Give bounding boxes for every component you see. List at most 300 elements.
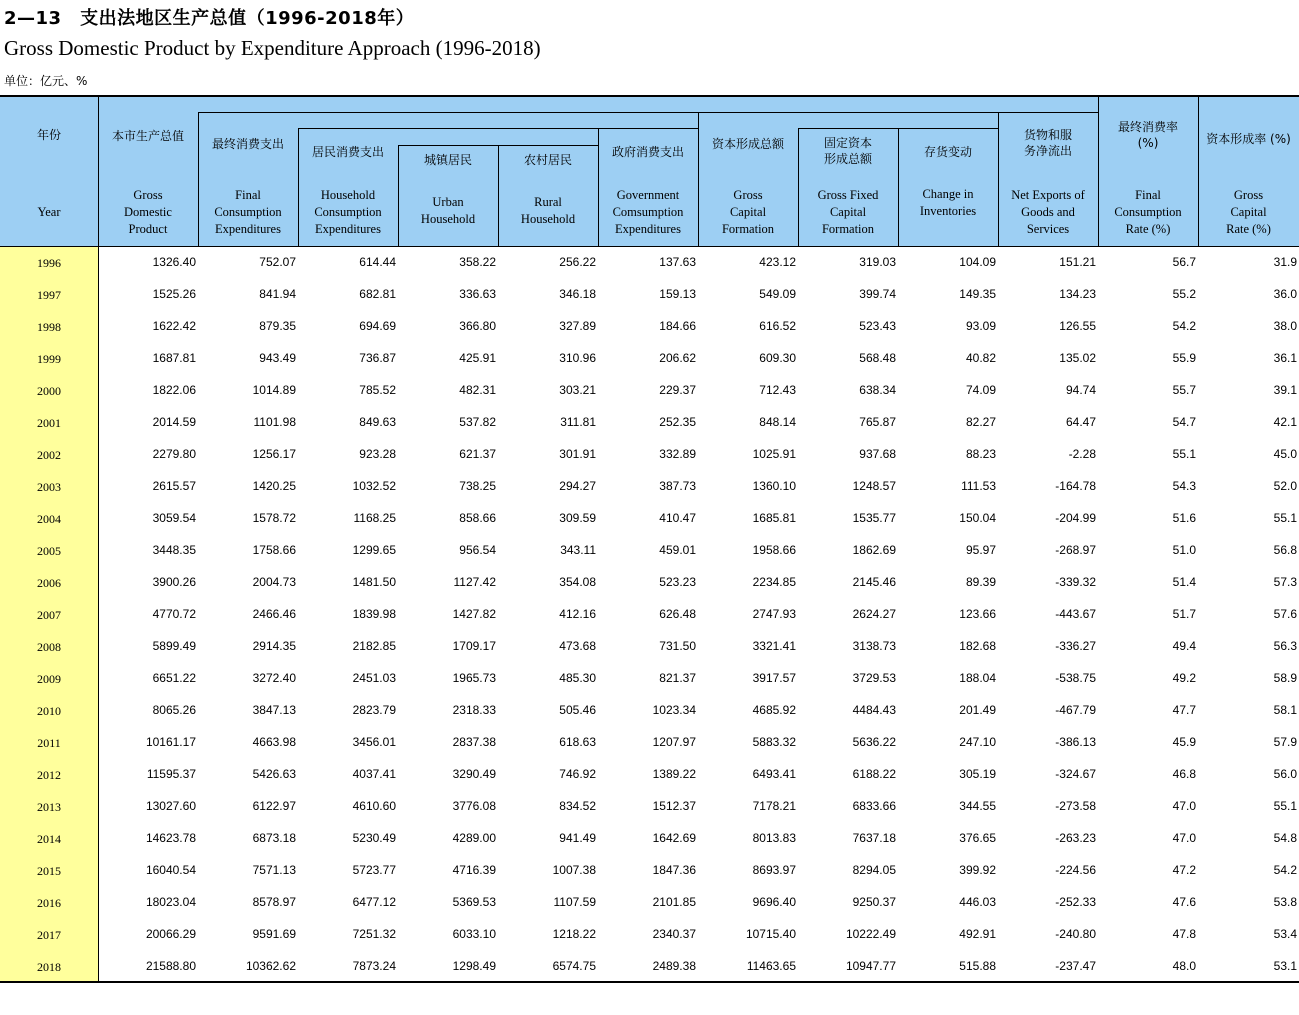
value-cell: 446.03 (959, 895, 996, 909)
value-cell: 7873.24 (352, 959, 396, 973)
value-cell: 712.43 (759, 383, 796, 397)
value-cell: 387.73 (659, 479, 696, 493)
value-cell: 57.9 (1273, 735, 1297, 749)
value-cell: 54.2 (1273, 863, 1297, 877)
value-cell: 343.11 (560, 543, 596, 557)
year-cell: 2002 (37, 448, 61, 462)
value-cell: 45.9 (1172, 735, 1196, 749)
value-cell: 64.47 (1065, 415, 1096, 429)
value-cell: 47.8 (1172, 927, 1196, 941)
value-cell: 3272.40 (252, 671, 296, 685)
value-cell: -2.28 (1068, 447, 1096, 461)
value-cell: 150.04 (959, 511, 996, 525)
value-cell: 937.68 (859, 447, 896, 461)
value-cell: 36.1 (1273, 351, 1297, 365)
value-cell: 1256.17 (252, 447, 296, 461)
value-cell: -386.13 (1055, 735, 1096, 749)
value-cell: 336.63 (459, 287, 496, 301)
value-cell: 55.1 (1172, 447, 1196, 461)
value-cell: 54.2 (1172, 319, 1196, 333)
header-hline (198, 112, 1098, 113)
value-cell: 549.09 (759, 287, 796, 301)
value-cell: 1014.89 (252, 383, 296, 397)
value-cell: 3776.08 (452, 799, 496, 813)
value-cell: 47.6 (1172, 895, 1196, 909)
value-cell: 6188.22 (852, 767, 896, 781)
value-cell: 311.81 (560, 415, 596, 429)
value-cell: 1207.97 (652, 735, 696, 749)
value-cell: 4037.41 (352, 767, 396, 781)
value-cell: 53.8 (1273, 895, 1297, 909)
value-cell: 5723.77 (352, 863, 396, 877)
value-cell: 206.62 (659, 351, 696, 365)
value-cell: 88.23 (965, 447, 996, 461)
value-cell: 399.92 (959, 863, 996, 877)
value-cell: 7251.32 (352, 927, 396, 941)
value-cell: 55.1 (1273, 799, 1297, 813)
value-cell: -538.75 (1055, 671, 1096, 685)
value-cell: 1168.25 (353, 511, 396, 525)
value-cell: 56.8 (1273, 543, 1297, 557)
value-cell: 505.46 (559, 703, 596, 717)
value-cell: 10161.17 (145, 735, 196, 749)
value-cell: 55.7 (1172, 383, 1196, 397)
value-cell: 956.54 (459, 543, 496, 557)
value-cell: 134.23 (1059, 287, 1096, 301)
value-cell: 42.1 (1273, 415, 1297, 429)
value-cell: 327.89 (559, 319, 596, 333)
header-fixed-capital-en: Gross Fixed Capital Formation (817, 187, 879, 236)
value-cell: 201.49 (959, 703, 996, 717)
value-cell: 537.82 (459, 415, 496, 429)
value-cell: 848.14 (759, 415, 796, 429)
header-year-cn: 年份 (36, 128, 61, 142)
value-cell: 2234.85 (752, 575, 796, 589)
value-cell: 3847.13 (252, 703, 296, 717)
header-gdp-en: Gross Domestic Product (124, 187, 172, 236)
value-cell: 4484.43 (852, 703, 896, 717)
value-cell: 14623.78 (145, 831, 196, 845)
value-cell: 2279.80 (152, 447, 196, 461)
value-cell: 1360.10 (752, 479, 796, 493)
value-cell: 10947.77 (845, 959, 896, 973)
value-cell: 2014.59 (152, 415, 196, 429)
year-cell: 2017 (37, 928, 61, 942)
page-title-cn: 2—13 支出法地区生产总值（1996-2018年） (4, 8, 415, 29)
value-cell: 93.09 (965, 319, 996, 333)
value-cell: 1101.98 (253, 415, 296, 429)
table-row (0, 631, 1299, 663)
value-cell: 5230.49 (352, 831, 396, 845)
value-cell: 4610.60 (352, 799, 396, 813)
year-cell: 1998 (37, 320, 61, 334)
value-cell: 736.87 (359, 351, 396, 365)
table-row (0, 247, 1299, 279)
value-cell: 303.21 (559, 383, 596, 397)
header-net-exports-cn: 货物和服务净流出 (1023, 128, 1072, 158)
header-consumption-rate-cn: 最终消费率 (%) (1117, 120, 1178, 150)
value-cell: 1622.42 (152, 319, 196, 333)
year-cell: 2014 (37, 832, 61, 846)
table-row (0, 503, 1299, 535)
value-cell: 1512.37 (652, 799, 696, 813)
value-cell: 8065.26 (152, 703, 196, 717)
value-cell: 4289.00 (452, 831, 496, 845)
value-cell: 5883.32 (752, 735, 796, 749)
value-cell: 4716.39 (452, 863, 496, 877)
year-cell: 2005 (37, 544, 61, 558)
value-cell: 184.66 (659, 319, 696, 333)
table-top-border (0, 95, 1299, 97)
value-cell: 626.48 (659, 607, 696, 621)
value-cell: 151.21 (1059, 255, 1096, 269)
header-government-cn: 政府消费支出 (611, 145, 684, 159)
value-cell: 55.9 (1172, 351, 1196, 365)
value-cell: 13027.60 (145, 799, 196, 813)
value-cell: 188.04 (959, 671, 996, 685)
value-cell: 58.9 (1273, 671, 1297, 685)
value-cell: -164.78 (1055, 479, 1096, 493)
table-row (0, 471, 1299, 503)
value-cell: 94.74 (1065, 383, 1096, 397)
value-cell: 2004.73 (252, 575, 296, 589)
table-header-divider (0, 246, 1299, 247)
value-cell: -204.99 (1055, 511, 1096, 525)
value-cell: 149.35 (959, 287, 996, 301)
value-cell: 1709.17 (452, 639, 496, 653)
value-cell: 354.08 (559, 575, 596, 589)
value-cell: 923.28 (359, 447, 396, 461)
value-cell: 2624.27 (852, 607, 896, 621)
value-cell: -339.32 (1055, 575, 1096, 589)
table-row (0, 887, 1299, 919)
value-cell: 247.10 (959, 735, 996, 749)
header-hline (398, 145, 598, 146)
value-cell: 319.03 (859, 255, 896, 269)
value-cell: 46.8 (1172, 767, 1196, 781)
value-cell: 11463.65 (746, 959, 796, 973)
table-bottom-border (0, 981, 1299, 983)
value-cell: 3456.01 (352, 735, 396, 749)
value-cell: 52.0 (1273, 479, 1297, 493)
year-cell: 2001 (37, 416, 61, 430)
value-cell: 49.2 (1172, 671, 1196, 685)
value-cell: 346.18 (559, 287, 596, 301)
table-row (0, 535, 1299, 567)
header-final-consumption-en: Final Consumption Expenditures (214, 187, 282, 236)
header-gdp-cn: 本市生产总值 (111, 129, 184, 143)
value-cell: 2340.37 (652, 927, 696, 941)
value-cell: 31.9 (1273, 255, 1297, 269)
value-cell: -252.33 (1055, 895, 1096, 909)
value-cell: 8013.83 (752, 831, 796, 845)
header-hline (298, 128, 698, 129)
value-cell: 7571.13 (252, 863, 296, 877)
value-cell: 4770.72 (152, 607, 196, 621)
value-cell: 7637.18 (852, 831, 896, 845)
table-row (0, 759, 1299, 791)
value-cell: 1218.22 (552, 927, 596, 941)
value-cell: 54.3 (1172, 479, 1196, 493)
value-cell: 1685.81 (752, 511, 796, 525)
value-cell: 56.3 (1273, 639, 1297, 653)
value-cell: 45.0 (1273, 447, 1297, 461)
value-cell: 3729.53 (852, 671, 896, 685)
value-cell: 2747.93 (752, 607, 796, 621)
value-cell: 752.07 (259, 255, 296, 269)
value-cell: 858.66 (459, 511, 496, 525)
value-cell: 943.49 (259, 351, 296, 365)
value-cell: 834.52 (559, 799, 596, 813)
table-row (0, 695, 1299, 727)
header-hline (798, 128, 998, 129)
value-cell: 1298.49 (452, 959, 496, 973)
value-cell: 126.55 (1059, 319, 1096, 333)
value-cell: 1389.22 (652, 767, 696, 781)
value-cell: 1481.50 (352, 575, 396, 589)
value-cell: 51.7 (1172, 607, 1196, 621)
value-cell: 2615.57 (152, 479, 196, 493)
value-cell: 731.50 (659, 639, 696, 653)
value-cell: 54.8 (1273, 831, 1297, 845)
value-cell: 252.35 (659, 415, 696, 429)
value-cell: 738.25 (459, 479, 496, 493)
value-cell: 746.92 (559, 767, 596, 781)
value-cell: 1420.25 (252, 479, 296, 493)
value-cell: 6873.18 (252, 831, 296, 845)
value-cell: 48.0 (1172, 959, 1196, 973)
table-row (0, 727, 1299, 759)
value-cell: 485.30 (559, 671, 596, 685)
value-cell: 8294.05 (852, 863, 896, 877)
year-cell: 2006 (37, 576, 61, 590)
header-net-exports-en: Net Exports of Goods and Services (1011, 187, 1085, 236)
value-cell: 523.43 (859, 319, 896, 333)
value-cell: 1642.69 (652, 831, 696, 845)
header-household-en: Household Consumption Expenditures (314, 187, 382, 236)
value-cell: 2837.38 (452, 735, 496, 749)
value-cell: 399.74 (859, 287, 896, 301)
value-cell: 1847.36 (652, 863, 696, 877)
value-cell: 616.52 (759, 319, 796, 333)
value-cell: 482.31 (459, 383, 496, 397)
header-rural-en: Rural Household (520, 195, 576, 226)
value-cell: 1687.81 (152, 351, 196, 365)
value-cell: 1965.73 (452, 671, 496, 685)
value-cell: 56.7 (1172, 255, 1196, 269)
unit-label: 单位：亿元、% (4, 74, 88, 88)
value-cell: 3290.49 (452, 767, 496, 781)
table-row (0, 791, 1299, 823)
value-cell: 18023.04 (145, 895, 196, 909)
value-cell: 1326.40 (152, 255, 196, 269)
value-cell: 492.91 (959, 927, 996, 941)
value-cell: 515.88 (959, 959, 996, 973)
value-cell: 841.94 (259, 287, 296, 301)
value-cell: 9591.69 (252, 927, 296, 941)
year-cell: 2010 (37, 704, 61, 718)
value-cell: 609.30 (759, 351, 796, 365)
value-cell: 1107.59 (553, 895, 596, 909)
value-cell: 51.6 (1172, 511, 1196, 525)
value-cell: 6493.41 (752, 767, 796, 781)
table-row (0, 279, 1299, 311)
value-cell: 1578.72 (252, 511, 296, 525)
value-cell: 1007.38 (552, 863, 596, 877)
value-cell: -336.27 (1055, 639, 1096, 653)
value-cell: 55.1 (1273, 511, 1297, 525)
value-cell: 638.34 (859, 383, 896, 397)
value-cell: 256.22 (559, 255, 596, 269)
value-cell: 5636.22 (852, 735, 896, 749)
value-cell: -240.80 (1055, 927, 1096, 941)
value-cell: 47.7 (1172, 703, 1196, 717)
value-cell: 1023.34 (652, 703, 696, 717)
value-cell: 4663.98 (252, 735, 296, 749)
value-cell: 6574.75 (552, 959, 596, 973)
value-cell: 410.47 (659, 511, 696, 525)
value-cell: 1127.42 (453, 575, 496, 589)
value-cell: 1839.98 (352, 607, 396, 621)
value-cell: 2466.46 (252, 607, 296, 621)
year-cell: 1999 (37, 352, 61, 366)
value-cell: -268.97 (1055, 543, 1096, 557)
value-cell: 1525.26 (152, 287, 196, 301)
header-final-consumption-cn: 最终消费支出 (211, 137, 284, 151)
value-cell: 21588.80 (145, 959, 196, 973)
value-cell: 20066.29 (145, 927, 196, 941)
year-cell: 2007 (37, 608, 61, 622)
table-row (0, 567, 1299, 599)
value-cell: 301.91 (559, 447, 596, 461)
value-cell: 3059.54 (152, 511, 196, 525)
value-cell: 1299.65 (352, 543, 396, 557)
value-cell: 310.96 (559, 351, 596, 365)
value-cell: -237.47 (1055, 959, 1096, 973)
table-row (0, 311, 1299, 343)
year-cell: 2016 (37, 896, 61, 910)
value-cell: -324.67 (1055, 767, 1096, 781)
value-cell: 423.12 (759, 255, 796, 269)
value-cell: 2451.03 (352, 671, 396, 685)
value-cell: 38.0 (1273, 319, 1297, 333)
value-cell: 2318.33 (452, 703, 496, 717)
table-row (0, 439, 1299, 471)
value-cell: 123.66 (959, 607, 996, 621)
value-cell: 1427.82 (452, 607, 496, 621)
value-cell: 137.63 (659, 255, 696, 269)
year-cell: 2015 (37, 864, 61, 878)
value-cell: 1032.52 (352, 479, 396, 493)
value-cell: 182.68 (959, 639, 996, 653)
table-row (0, 663, 1299, 695)
value-cell: -467.79 (1055, 703, 1096, 717)
table-row (0, 951, 1299, 983)
value-cell: 9696.40 (752, 895, 796, 909)
value-cell: -263.23 (1055, 831, 1096, 845)
value-cell: 5426.63 (252, 767, 296, 781)
header-inventories-en: Change in Inventories (919, 187, 977, 218)
header-urban-en: Urban Household (420, 195, 476, 226)
value-cell: 473.68 (559, 639, 596, 653)
value-cell: 3138.73 (852, 639, 896, 653)
value-cell: 95.97 (965, 543, 996, 557)
value-cell: 36.0 (1273, 287, 1297, 301)
value-cell: 104.09 (959, 255, 996, 269)
value-cell: 16040.54 (145, 863, 196, 877)
value-cell: 332.89 (659, 447, 696, 461)
value-cell: 1958.66 (752, 543, 796, 557)
value-cell: 6122.97 (252, 799, 296, 813)
value-cell: 614.44 (359, 255, 396, 269)
header-capital-rate-cn: 资本形成率 (%) (1206, 132, 1291, 146)
value-cell: 618.63 (559, 735, 596, 749)
header-inventories-cn: 存货变动 (923, 145, 972, 159)
year-cell: 2011 (37, 736, 61, 750)
value-cell: 309.59 (559, 511, 596, 525)
value-cell: 53.1 (1273, 959, 1297, 973)
value-cell: 682.81 (359, 287, 396, 301)
table-row (0, 855, 1299, 887)
header-urban-cn: 城镇居民 (423, 153, 472, 167)
value-cell: 1248.57 (852, 479, 896, 493)
value-cell: 159.13 (659, 287, 696, 301)
value-cell: 568.48 (859, 351, 896, 365)
value-cell: 10222.49 (845, 927, 896, 941)
value-cell: 7178.21 (752, 799, 796, 813)
value-cell: 8693.97 (752, 863, 796, 877)
value-cell: 5899.49 (152, 639, 196, 653)
value-cell: 412.16 (559, 607, 596, 621)
value-cell: 2914.35 (252, 639, 296, 653)
table-row (0, 823, 1299, 855)
value-cell: 54.7 (1172, 415, 1196, 429)
header-year-en: Year (37, 204, 61, 219)
value-cell: 135.02 (1059, 351, 1096, 365)
year-cell: 2012 (37, 768, 61, 782)
value-cell: 425.91 (459, 351, 496, 365)
header-household-cn: 居民消费支出 (311, 145, 384, 159)
year-cell: 1996 (37, 256, 61, 270)
value-cell: 6651.22 (152, 671, 196, 685)
value-cell: 51.4 (1172, 575, 1196, 589)
value-cell: 6477.12 (352, 895, 396, 909)
header-gross-capital-cn: 资本形成总额 (711, 137, 784, 151)
value-cell: 11595.37 (146, 767, 196, 781)
value-cell: 305.19 (959, 767, 996, 781)
value-cell: 229.37 (659, 383, 696, 397)
value-cell: 56.0 (1273, 767, 1297, 781)
value-cell: 1862.69 (852, 543, 896, 557)
value-cell: -273.58 (1055, 799, 1096, 813)
page-title-en: Gross Domestic Product by Expenditure Approach (1996-2018) (4, 36, 541, 60)
value-cell: 294.27 (559, 479, 596, 493)
value-cell: 82.27 (965, 415, 996, 429)
value-cell: 47.0 (1172, 831, 1196, 845)
value-cell: 376.65 (959, 831, 996, 845)
header-capital-rate-en: Gross Capital Rate (%) (1226, 187, 1271, 236)
value-cell: 941.49 (559, 831, 596, 845)
value-cell: 358.22 (459, 255, 496, 269)
header-fixed-capital-cn: 固定资本形成总额 (823, 136, 872, 166)
value-cell: 1535.77 (852, 511, 896, 525)
table-row (0, 343, 1299, 375)
value-cell: 10715.40 (745, 927, 796, 941)
value-cell: 4685.92 (752, 703, 796, 717)
value-cell: 6033.10 (452, 927, 496, 941)
value-cell: 821.37 (659, 671, 696, 685)
value-cell: 8578.97 (252, 895, 296, 909)
